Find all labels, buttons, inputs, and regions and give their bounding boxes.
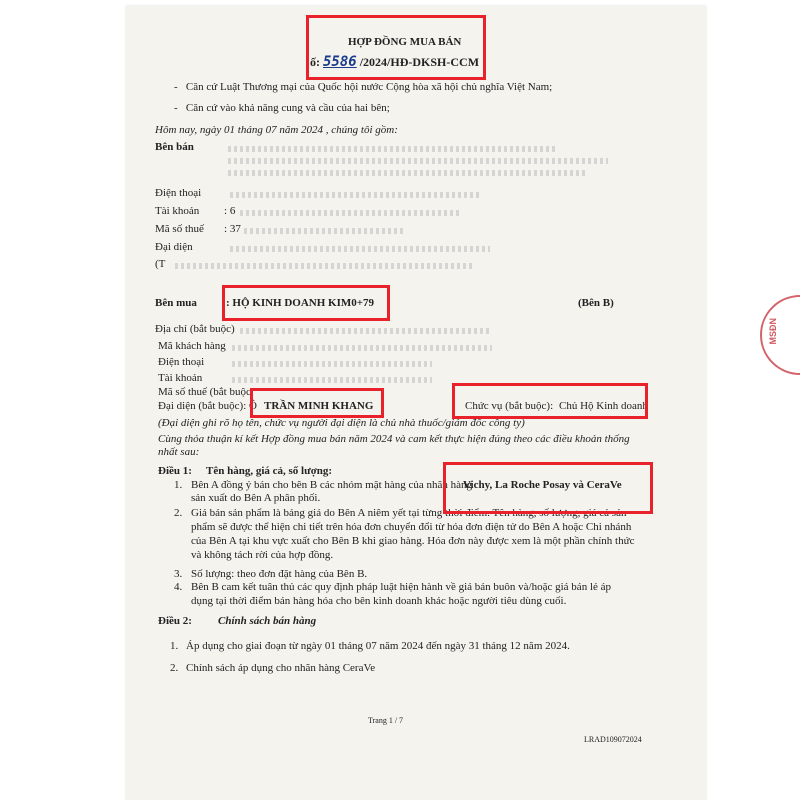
redacted-text xyxy=(230,246,490,252)
redacted-text xyxy=(240,328,490,334)
redacted-text xyxy=(232,345,492,351)
page-number: Trang 1 / 7 xyxy=(368,716,404,725)
seller-account-partial: : 6 xyxy=(224,205,236,217)
redacted-text xyxy=(175,263,475,269)
article1-item1-line1: Bên A đồng ý bán cho bên B các nhóm mặt hàng của nhãn hàng xyxy=(191,479,473,491)
redacted-text xyxy=(244,228,404,234)
seller-tax-label: Mã số thuế xyxy=(155,223,204,235)
article1-item2-line4: và không tách rời của hợp đồng. xyxy=(191,549,334,561)
footer-code: LRAD109072024 xyxy=(584,735,642,744)
contract-number-handwritten: 5586 xyxy=(323,54,357,70)
article1-item2-num: 2. xyxy=(174,507,183,519)
redacted-text xyxy=(228,170,588,176)
seller-label: Bên bán xyxy=(155,141,194,153)
article1-item4-num: 4. xyxy=(174,581,183,593)
article1-item2-line1: Giá bán sản phẩm là bảng giá do Bên A niêm yết tại từng thời điểm. Tên hàng, số lượng, giá cả sản xyxy=(191,507,627,519)
highlight-box-position xyxy=(452,383,648,419)
buyer-account-label: Tài khoản xyxy=(158,372,203,384)
seller-extra-label: (T xyxy=(155,258,166,270)
highlight-box-rep-name xyxy=(250,388,384,418)
article1-brands: Vichy, La Roche Posay và CeraVe xyxy=(463,479,622,491)
redacted-text xyxy=(232,361,432,367)
article1-item3-num: 3. xyxy=(174,568,183,580)
buyer-tax-label: Mã số thuế (bắt buộc xyxy=(158,386,251,398)
company-seal-text: MSĐN xyxy=(768,318,778,345)
highlight-box-brands xyxy=(443,462,653,514)
seller-phone-label: Điện thoại xyxy=(155,187,202,199)
date-line: Hôm nay, ngày 01 tháng 07 năm 2024 , chúng tôi gồm: xyxy=(155,124,398,136)
article1-item4-line2: dụng tại thời điểm bán hàng hóa cho bên kinh doanh khác hoặc người tiêu dùng cuối. xyxy=(191,595,567,607)
article1-title: Tên hàng, giá cả, số lượng: xyxy=(206,465,333,477)
contract-number-prefix: ố: xyxy=(310,55,320,69)
article2-item1-text: Áp dụng cho giai đoạn từ ngày 01 tháng 07 năm 2024 đến ngày 31 tháng 12 năm 2024. xyxy=(186,640,570,652)
contract-number-suffix: /2024/HĐ-DKSH-CCM xyxy=(359,55,480,69)
article1-item4-line1: Bên B cam kết tuân thủ các quy định pháp luật hiện hành về giá bán buôn và/hoặc giá bán lẻ áp xyxy=(191,581,612,593)
note-line-1: (Đại diện ghi rõ họ tên, chức vụ người đại diện là chủ nhà thuốc/giám đốc công ty) xyxy=(158,417,525,429)
article1-label: Điều 1: xyxy=(158,465,192,477)
redacted-text xyxy=(240,210,460,216)
seller-rep-label: Đại diện xyxy=(155,241,193,253)
redacted-text xyxy=(228,146,558,152)
buyer-phone-label: Điện thoại xyxy=(158,356,205,368)
article2-title: Chính sách bán hàng xyxy=(218,615,317,627)
redacted-text xyxy=(232,377,432,383)
buyer-side-label: (Bên B) xyxy=(578,297,614,309)
article2-item2-text: Chính sách áp dụng cho nhãn hàng CeraVe xyxy=(186,662,376,674)
contract-title: HỢP ĐỒNG MUA BÁN xyxy=(348,36,462,48)
article1-item1-line2: sản xuất do Bên A phân phối. xyxy=(191,492,321,504)
article1-item2-line3: của Bên A tại khu vực xuất cho Bên B khi giao hàng. Hóa đơn này được xem là một phần chính thức xyxy=(191,535,635,547)
seller-tax-partial: : 37 xyxy=(224,223,241,235)
article1-item1-num: 1. xyxy=(174,479,183,491)
article1-item3-line1: Số lượng: theo đơn đặt hàng của Bên B. xyxy=(191,568,368,580)
redacted-text xyxy=(230,192,480,198)
article2-label: Điều 2: xyxy=(158,615,192,627)
preamble-bullet-2: - Căn cứ vào khả năng cung và cầu của hai bên; xyxy=(174,102,390,114)
seller-account-label: Tài khoản xyxy=(155,205,200,217)
note-line-2: Cùng thỏa thuận kí kết Hợp đồng mua bán năm 2024 và cam kết thực hiện đúng theo các điều khoản thống xyxy=(158,433,630,445)
buyer-rep-name: TRẦN MINH KHANG xyxy=(264,400,374,412)
buyer-address-label: Địa chỉ (bắt buộc) xyxy=(155,323,235,335)
buyer-rep-label: Đại diện (bắt buộc): Ô xyxy=(158,400,257,412)
buyer-position-label: Chức vụ (bắt buộc): xyxy=(465,400,554,412)
buyer-customer-code-label: Mã khách hàng xyxy=(158,340,226,352)
article2-item2-num: 2. xyxy=(170,662,179,674)
note-line-3: nhất sau: xyxy=(158,446,200,458)
buyer-label: Bên mua xyxy=(155,297,197,309)
preamble-bullet-1: - Căn cứ Luật Thương mại của Quốc hội nước Cộng hòa xã hội chủ nghĩa Việt Nam; xyxy=(174,81,553,93)
article1-item2-line2: phẩm sẽ được thể hiện chi tiết trên hóa đơn chuyển đổi từ hóa đơn điện tử do Bên A hoặc Chi nhánh xyxy=(191,521,632,533)
article2-item1-num: 1. xyxy=(170,640,179,652)
redacted-text xyxy=(228,158,608,164)
highlight-box-title xyxy=(306,15,486,80)
highlight-box-buyer-name xyxy=(222,285,390,321)
buyer-position-value: Chủ Hộ Kinh doanh xyxy=(559,400,648,412)
buyer-name: : HỘ KINH DOANH KIM0+79 xyxy=(226,297,375,309)
